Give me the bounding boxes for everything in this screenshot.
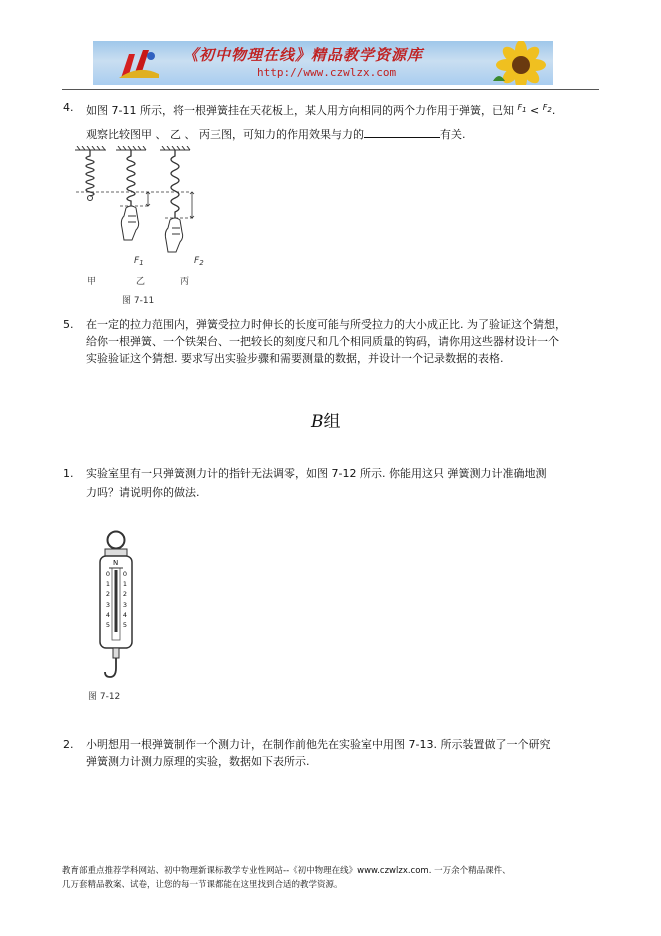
q5-line2: 给你一根弹簧、一个铁架台、一把较长的刻度尺和几个相同质量的钩码，请你用这些器材设计一个	[86, 335, 559, 348]
b2-line2: 弹簧测力计测力原理的实验，数据如下表所示.	[86, 755, 310, 768]
ceiling-hatch	[75, 146, 190, 150]
q5-line1: 在一定的拉力范围内，弹簧受拉力时伸长的长度可能与所受拉力的大小成正比. 为了验证这个猜想，	[86, 318, 566, 331]
group-word: 组	[323, 412, 341, 432]
q4-period: .	[551, 104, 556, 117]
b2-number: 2.	[63, 738, 74, 751]
q5-line3: 实验验证这个猜想. 要求写出实验步骤和需要测量的数据，并设计一个记录数据的表格.	[86, 352, 504, 365]
banner-url[interactable]: http://www.czwlzx.com	[257, 66, 397, 79]
scale-unit-label: N	[113, 559, 119, 567]
q4-line2-end: 有关.	[440, 128, 466, 141]
figure-7-11-caption: 图 7-11	[122, 296, 155, 306]
tick-label: 1	[122, 580, 128, 589]
tick-label: 2	[122, 590, 128, 599]
figure-7-12-caption: 图 7-12	[88, 692, 121, 702]
footer-line2: 几万套精品教案、试卷，让您的每一节课都能在这里找到合适的教学资源。	[62, 880, 343, 890]
force-f2-label: $F_2$	[194, 256, 204, 267]
b1-number: 1.	[63, 467, 74, 480]
q4-line2-text: 观察比较图甲 、 乙 、 丙三图，可知力的作用效果与力的	[86, 128, 364, 141]
header-rule	[62, 89, 599, 90]
label-jia: 甲	[87, 277, 97, 287]
footer-line1: 教育部重点推荐学科网站、初中物理新课标教学专业性网站--《初中物理在线》www.czwlzx.com. 一万余个精品课件、	[62, 866, 511, 876]
q4-line1	[86, 101, 555, 118]
hand-yi	[121, 206, 138, 240]
figure-7-12	[96, 528, 136, 688]
less-than: <	[530, 104, 540, 117]
force-f1-label: $F_1$	[134, 256, 144, 267]
tick-label: 2	[105, 590, 111, 599]
banner-title: 《初中物理在线》精品教学资源库	[183, 46, 424, 64]
sunflower-icon	[491, 41, 553, 85]
tick-label: 4	[105, 610, 111, 619]
tick-label: 5	[105, 621, 111, 630]
q5-number: 5.	[63, 318, 74, 331]
figure-7-11	[70, 146, 215, 271]
f1-symbol: F1	[517, 103, 527, 114]
site-logo	[115, 44, 163, 82]
hand-bing	[165, 218, 182, 252]
tick-label: 4	[122, 610, 128, 619]
group-letter: B	[311, 412, 324, 432]
tick-label: 3	[105, 600, 111, 609]
group-b-title	[311, 407, 341, 432]
f2-symbol: F2	[542, 103, 552, 114]
tick-label: 1	[105, 580, 111, 589]
q4-line1-text: 如图 7-11 所示，将一根弹簧挂在天花板上，某人用方向相同的两个力作用于弹簧，已知	[86, 104, 514, 117]
spring-scale-drawing	[96, 528, 136, 688]
scale-left-ticks	[104, 569, 112, 630]
hook-icon	[105, 658, 116, 677]
scale-right-ticks	[121, 569, 129, 630]
spring-bing	[171, 150, 179, 218]
tick-label: 0	[122, 570, 128, 578]
spring-yi	[127, 150, 135, 206]
answer-blank[interactable]	[364, 127, 440, 138]
q4-line2	[86, 127, 466, 142]
b2-line1: 小明想用一根弹簧制作一个测力计，在制作前他先在实验室中用图 7-13. 所示装置做了一个研究	[86, 738, 551, 751]
tick-label: 3	[122, 600, 128, 609]
label-yi: 乙	[136, 277, 146, 287]
label-bing: 丙	[180, 277, 190, 287]
tick-label: 5	[122, 621, 128, 630]
b1-line1: 实验室里有一只弹簧测力计的指针无法调零，如图 7-12 所示. 你能用这只 弹簧测力计准确地测	[86, 467, 547, 480]
spring-jia	[86, 150, 94, 196]
tick-label: 0	[105, 570, 111, 578]
b1-line2: 力吗？请说明你的做法.	[86, 486, 200, 499]
header-banner	[93, 41, 553, 85]
q4-number: 4.	[63, 101, 74, 114]
